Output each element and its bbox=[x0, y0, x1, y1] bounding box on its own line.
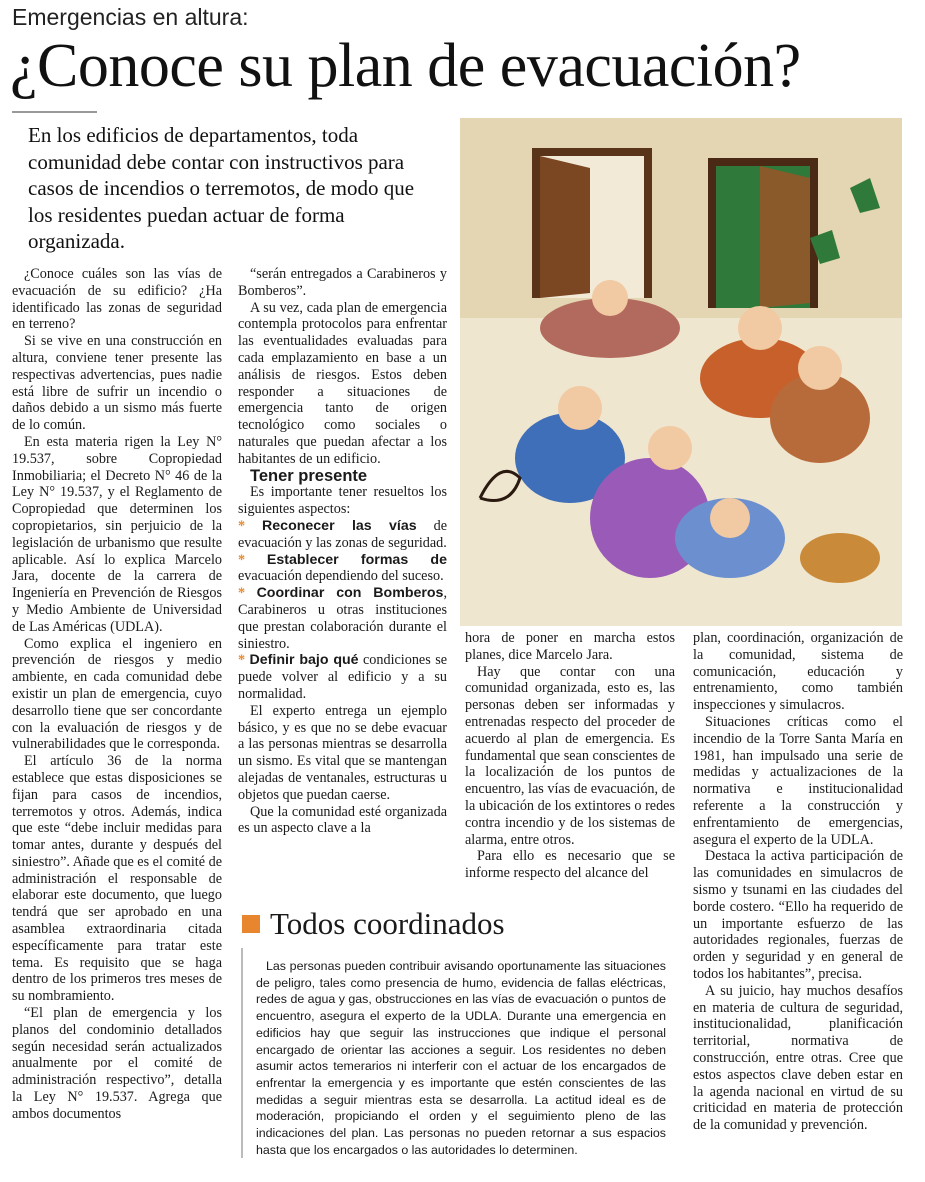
bullet-bold: Definir bajo qué bbox=[249, 652, 359, 669]
paragraph: Es importante tener resueltos los siguientes aspectos: bbox=[238, 484, 447, 518]
bullet-item bbox=[238, 552, 447, 586]
paragraph: hora de poner en marcha estos planes, dice Marcelo Jara. bbox=[465, 630, 675, 663]
paragraph: Hay que contar con una comunidad organizada, esto es, las personas deben ser informadas y entrenadas respecto del proceder de acuerdo al plan de emergencia. Es fundamental que sean conscientes de la localización de los puntos de encuentro, las vías de evacuación, de la ubicación de los extintores o redes contra incendio y de los sistemas de alarma, entre otros. bbox=[465, 663, 675, 848]
article-lead: En los edificios de departamentos, toda comunidad debe contar con instructivos para casos de incendios o terremotos, de modo que los residentes puedan actuar de forma organizada. bbox=[28, 123, 415, 253]
column-2 bbox=[238, 266, 447, 837]
bullet-star-icon: * bbox=[238, 652, 246, 669]
bullet-item bbox=[238, 585, 447, 652]
title-underline bbox=[12, 111, 97, 113]
orange-square-icon bbox=[242, 915, 260, 933]
bullet-bold: Coordinar con Bomberos bbox=[256, 585, 444, 602]
paragraph: A su juicio, hay muchos desafíos en materia de cultura de seguridad, institucionalidad, planificación territorial, normativa de construcción, entre otras. Cree que estos aspectos clave deben estar en la agenda nacional en virtud de su criticidad en materia de protección de la comunidad y prevención. bbox=[693, 982, 903, 1134]
column-1 bbox=[12, 266, 222, 1123]
paragraph: En esta materia rigen la Ley N° 19.537, sobre Copropiedad Inmobiliaria; el Decreto N° 46 de la Ley N° 19.537, y el Reglamento de Copropiedad que determinen los copropietarios, sin perjuicio de la legislación de urbanismo que resulte aplicable. Así lo explica Marcelo Jara, docente de la carrera de Ingeniería en Prevención de Riesgos y Medio Ambiente de Universidad de Las Américas (UDLA). bbox=[12, 433, 222, 635]
bullet-text: de evacuación y las zonas de seguridad. bbox=[238, 517, 447, 551]
bullet-star-icon: * bbox=[238, 551, 246, 568]
paragraph: Situaciones críticas como el incendio de la Torre Santa María en 1981, han impulsado una serie de medidas y actualizaciones de la normativa e institucionalidad referente a la construcción y enfrentamiento de emergencias, asegura el experto de la UDLA. bbox=[693, 713, 903, 848]
bullet-text: evacuación dependiendo del suceso. bbox=[238, 568, 444, 585]
paragraph: ¿Conoce cuáles son las vías de evacuación de su edificio? ¿Ha identificado las zonas de seguridad en terreno? bbox=[12, 266, 222, 333]
bullet-text: condiciones se puede volver al edificio y a su normalidad. bbox=[238, 652, 448, 702]
box-heading bbox=[242, 906, 505, 942]
box-divider bbox=[241, 948, 243, 1158]
bullet-text: , Carabineros u otras instituciones que prestan colaboración durante el siniestro. bbox=[238, 585, 447, 652]
box-title: Todos coordinados bbox=[270, 906, 505, 941]
paragraph: Destaca la activa participación de las comunidades en simulacros de sismo y tsunami en las ciudades del borde costero. “Ello ha requerido de un importante esfuerzo de las autoridades regionales, fuerzas de orden y seguridad y en general de todos los habitantes”, precisa. bbox=[693, 848, 903, 982]
paragraph: A su vez, cada plan de emergencia contempla protocolos para enfrentar las eventualidades evaluadas para cada emplazamiento en base a un análisis de riesgos. Estos deben responder a situaciones de emergencia tanto de origen tecnológico como sociales o naturales que puedan afectar a los habitantes de un edificio. bbox=[238, 299, 447, 467]
paragraph: plan, coordinación, organización de la comunidad, sistema de comunicación, educación y entrenamiento, como también inspecciones y simulacros. bbox=[693, 630, 903, 714]
paragraph: “El plan de emergencia y los planos del condominio detallados según necesidad serán actualizados anualmente por el comité de administración respectivo”, detalla la Ley N° 19.537. Agrega que ambos documentos bbox=[12, 1005, 222, 1122]
bullet-item bbox=[238, 518, 447, 552]
section-heading: Tener presente bbox=[250, 466, 368, 485]
bullet-bold: Establecer formas de bbox=[266, 551, 447, 568]
article-kicker: Emergencias en altura: bbox=[12, 4, 249, 30]
bullet-star-icon: * bbox=[238, 517, 246, 534]
bullet-bold: Reconecer las vías bbox=[262, 517, 417, 534]
column-4 bbox=[693, 630, 903, 1134]
paragraph: El artículo 36 de la norma establece que estas disposiciones se fijan para casos de incendios, terremotos y otros. Además, indica que este “debe incluir medidas para tomar antes, durante y después del siniestro”. Añade que es el comité de administración el responsable de elaborar este documento, que luego tendrá que ser aprobado en una asamblea extraordinaria citada específicamente para tratar este tema. Es requisito que se haga dentro de los primeros tres meses de su nombramiento. bbox=[12, 753, 222, 1005]
bullet-item bbox=[238, 652, 447, 702]
article-title: ¿Conoce su plan de evacuación? bbox=[10, 32, 801, 100]
paragraph: El experto entrega un ejemplo básico, y es que no se debe evacuar a las personas mientras se desarrolla un sismo. Es vital que se mantengan alejadas de ventanales, estructuras u objetos que puedan caerse. bbox=[238, 702, 447, 803]
paragraph: Para ello es necesario que se informe respecto del alcance del bbox=[465, 848, 675, 882]
column-3 bbox=[465, 630, 675, 882]
bullet-star-icon: * bbox=[238, 585, 246, 602]
box-body: Las personas pueden contribuir avisando oportunamente las situaciones de peligro, tales como presencia de humo, evidencia de fallas eléctricas, redes de agua y gas, obstrucciones en las vías de evacuación o puntos de encuentro, asegura el experto de la UDLA. Durante una emergencia en edificios hay que seguir las instrucciones que indique el personal encargado de orientar las acciones a seguir. Los residentes no deben asumir actos temerarios ni interferir con el actuar de los encargados de enfrentar la emergencia y es importante que estén conscientes de las medidas a seguir mientras esta se desarrolla. La actitud ideal es de moderación, propiciando el orden y el seguimiento pleno de las indicaciones del plan. Las personas no pueden retornar a sus espacios hasta que los encargados o las autoridades lo determinen. bbox=[256, 959, 666, 1157]
paragraph: Si se vive en una construcción en altura, conviene tener presente las respectivas advertencias, pues nadie está libre de sufrir un incendio o daños debido a un sismo más fuerte de lo común. bbox=[12, 333, 222, 434]
paragraph: Como explica el ingeniero en prevención de riesgos y medio ambiente, en cada comunidad debe existir un plan de emergencia, cuyo desarrollo tiene que ser concordante con la evaluación de riesgos y de vulnerabilidades que le corresponda. bbox=[12, 635, 222, 753]
evacuation-cartoon-illustration bbox=[460, 118, 902, 626]
paragraph: Que la comunidad esté organizada es un aspecto clave a la bbox=[238, 803, 447, 837]
paragraph: “serán entregados a Carabineros y Bomberos”. bbox=[238, 266, 447, 299]
